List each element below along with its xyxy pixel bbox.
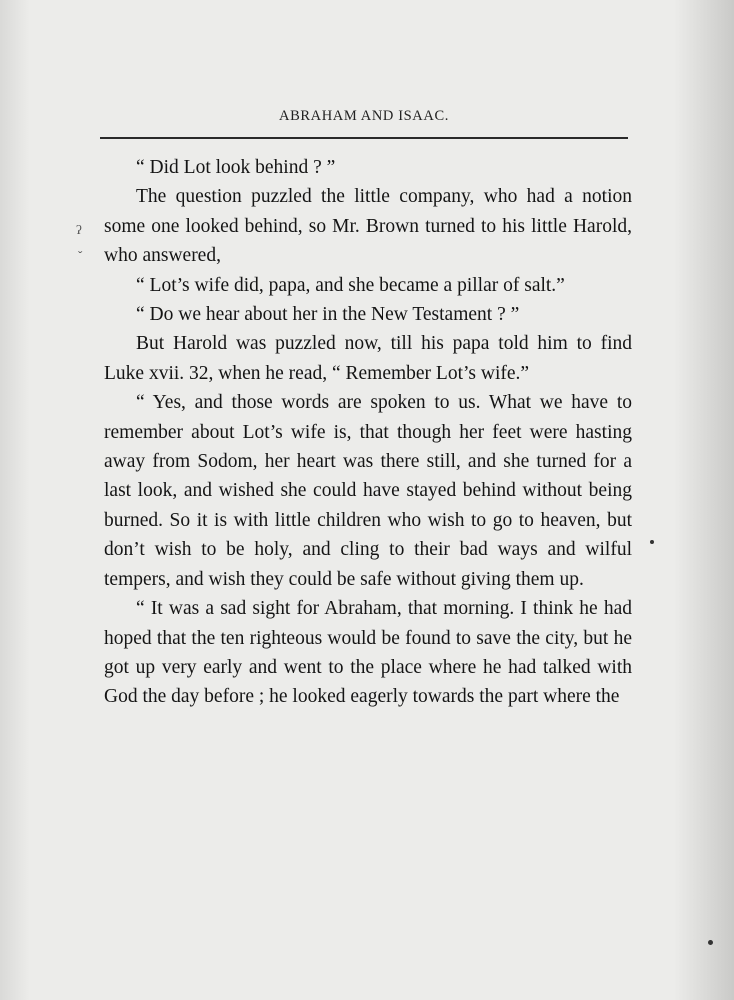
paragraph-2: The question puzzled the little company, who had a notion some one looked behind, so Mr. Brown turned to his little Harold, who answered,: [104, 186, 632, 267]
paragraph-3: “ Lot’s wife did, papa, and she became a pillar of salt.”: [136, 274, 565, 296]
paragraph-7: “ It was a sad sight for Abraham, that morning. I think he had hoped that the ten righteous would be found to save the city, but he got up very early and went to the place where he had talked with God the day before ; he looked eagerly towards the part where the: [104, 598, 632, 708]
paragraph-1: “ Did Lot look behind ? ”: [136, 157, 336, 178]
margin-mark-question: ʔ: [76, 222, 82, 237]
paragraph-6: “ Yes, and those words are spoken to us. What we have to remember about Lot’s wife is, that though her feet were hasting away from Sodom, her heart was there still, and she turned for a last look, and wished she could have stayed behind without being burned. So it is with little children who wish to go to heaven, but don’t wish to be holy, and cling to their bad ways and wilful tempers, and wish they could be safe without giving them up.: [104, 392, 632, 590]
paragraph-5: But Harold was puzzled now, till his papa told him to find Luke xvii. 32, when he read, “ Remember Lot’s wife.”: [104, 333, 632, 384]
body-text: [104, 153, 632, 712]
header-rule: [100, 137, 628, 139]
running-head: ABRAHAM AND ISAAC.: [279, 108, 449, 124]
ink-speck: [708, 940, 713, 945]
paragraph-4: “ Do we hear about her in the New Testament ? ”: [136, 304, 520, 326]
margin-mark-tick: ˇ: [78, 248, 83, 263]
page-edge-shadow-left: [0, 0, 30, 1000]
ink-speck: [650, 540, 654, 544]
page-edge-shadow-right: [674, 0, 734, 1000]
